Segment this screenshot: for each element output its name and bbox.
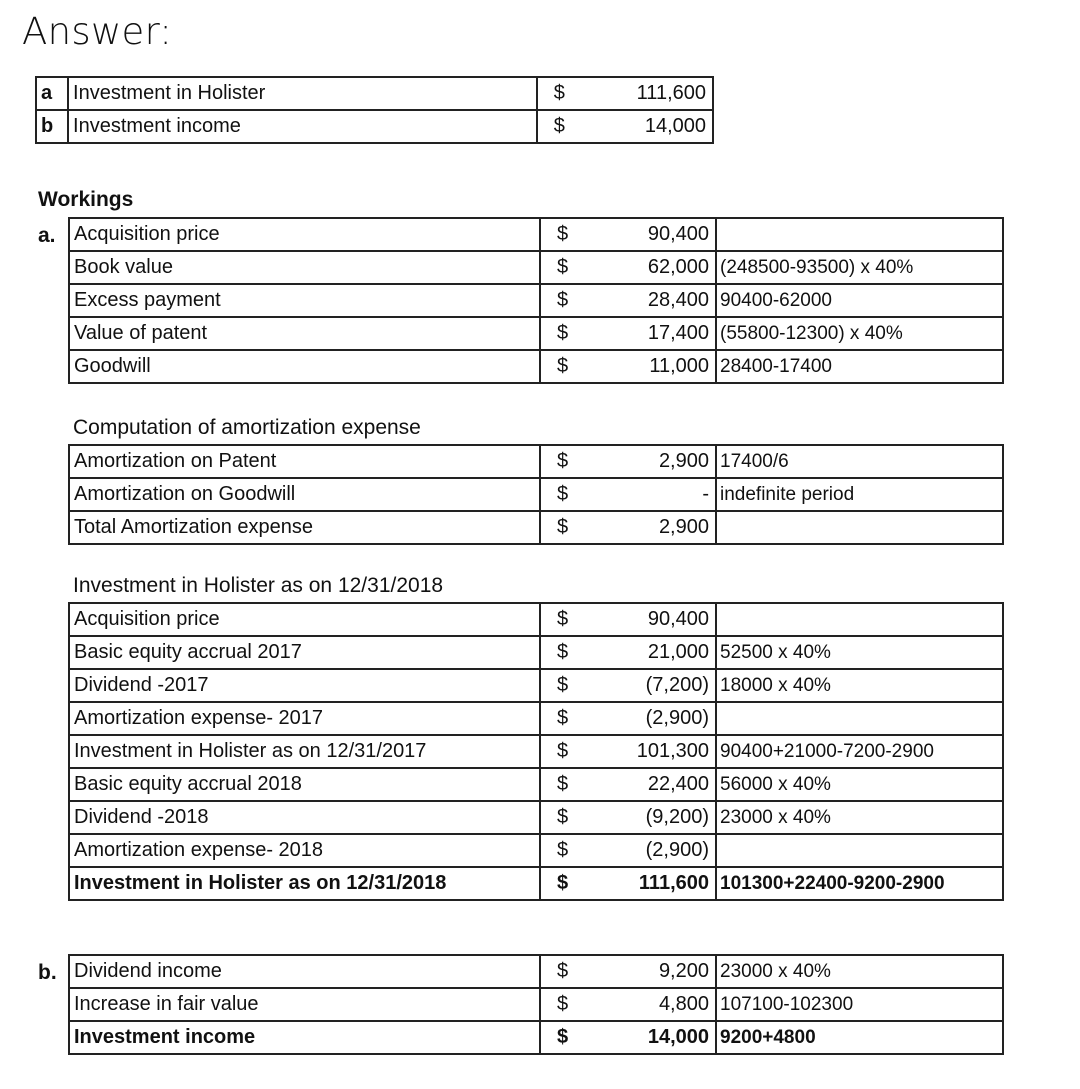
- row-label: Total Amortization expense: [69, 511, 540, 544]
- currency-symbol: $: [557, 450, 569, 472]
- currency-symbol: $: [557, 960, 569, 982]
- table-row: [69, 251, 1003, 284]
- calculation-note: 23000 x 40%: [716, 801, 1003, 834]
- currency-symbol: $: [557, 256, 569, 278]
- calculation-note: (248500-93500) x 40%: [716, 251, 1003, 284]
- calculation-note: 18000 x 40%: [716, 669, 1003, 702]
- amount-cell: [540, 801, 716, 834]
- amount-cell: [537, 77, 713, 110]
- amount-value: (2,900): [645, 707, 709, 729]
- row-label: Acquisition price: [69, 603, 540, 636]
- calculation-note: (55800-12300) x 40%: [716, 317, 1003, 350]
- table-row: [69, 1021, 1003, 1054]
- row-label: Increase in fair value: [69, 988, 540, 1021]
- currency-symbol: $: [557, 516, 569, 538]
- part-b-letter: b.: [38, 961, 57, 984]
- table-row: [69, 350, 1003, 383]
- amount-cell: [540, 284, 716, 317]
- calculation-note: indefinite period: [716, 478, 1003, 511]
- currency-symbol: $: [557, 355, 569, 377]
- amount-value: (7,200): [645, 674, 709, 696]
- calculation-note: 23000 x 40%: [716, 955, 1003, 988]
- currency-symbol: $: [557, 289, 569, 311]
- currency-symbol: $: [557, 707, 569, 729]
- amount-cell: [540, 955, 716, 988]
- table-row: [69, 834, 1003, 867]
- table-row: [69, 955, 1003, 988]
- amount-value: 17,400: [647, 322, 709, 344]
- row-label: Investment in Holister: [68, 77, 537, 110]
- summary-row: [36, 110, 713, 143]
- calculation-note: 56000 x 40%: [716, 768, 1003, 801]
- table-row: [69, 988, 1003, 1021]
- row-label: Investment income: [69, 1021, 540, 1054]
- amount-value: 28,400: [647, 289, 709, 311]
- currency-symbol: $: [557, 872, 569, 894]
- table-row: [69, 445, 1003, 478]
- amount-value: 90,400: [647, 223, 709, 245]
- amount-cell: [540, 478, 716, 511]
- table-row: [69, 636, 1003, 669]
- part-b-table: [68, 954, 1004, 1055]
- amount-cell: [540, 669, 716, 702]
- amount-value: (2,900): [645, 839, 709, 861]
- currency-symbol: $: [557, 223, 569, 245]
- row-label: Dividend -2018: [69, 801, 540, 834]
- row-label: Basic equity accrual 2018: [69, 768, 540, 801]
- amount-cell: [540, 735, 716, 768]
- calculation-note: 17400/6: [716, 445, 1003, 478]
- investment-table: [68, 602, 1004, 901]
- currency-symbol: $: [557, 322, 569, 344]
- row-label: Amortization expense- 2018: [69, 834, 540, 867]
- amount-value: 14,000: [644, 115, 706, 137]
- amount-value: (9,200): [645, 806, 709, 828]
- amount-cell: [540, 636, 716, 669]
- summary-table: [35, 76, 714, 144]
- currency-symbol: $: [557, 839, 569, 861]
- currency-symbol: $: [553, 82, 565, 104]
- amount-value: 22,400: [647, 773, 709, 795]
- currency-symbol: $: [557, 740, 569, 762]
- amount-cell: [540, 988, 716, 1021]
- currency-symbol: $: [557, 993, 569, 1015]
- calculation-note: 101300+22400-9200-2900: [716, 867, 1003, 900]
- amount-value: 2,900: [658, 450, 709, 472]
- calculation-note: 107100-102300: [716, 988, 1003, 1021]
- calculation-note: 9200+4800: [716, 1021, 1003, 1054]
- amount-value: 101,300: [636, 740, 709, 762]
- amount-cell: [540, 511, 716, 544]
- amount-cell: [540, 251, 716, 284]
- row-label: Investment in Holister as on 12/31/2018: [69, 867, 540, 900]
- amount-cell: [540, 1021, 716, 1054]
- row-label: Amortization on Patent: [69, 445, 540, 478]
- amount-value: 111,600: [638, 872, 709, 894]
- amortization-table: [68, 444, 1004, 545]
- amortization-heading: Computation of amortization expense: [73, 416, 421, 439]
- calculation-note: 28400-17400: [716, 350, 1003, 383]
- currency-symbol: $: [557, 608, 569, 630]
- amount-value: 4,800: [658, 993, 709, 1015]
- calculation-note: [716, 702, 1003, 735]
- calculation-note: 90400-62000: [716, 284, 1003, 317]
- amount-value: 62,000: [647, 256, 709, 278]
- row-label: Acquisition price: [69, 218, 540, 251]
- row-label: Amortization on Goodwill: [69, 478, 540, 511]
- row-label: Goodwill: [69, 350, 540, 383]
- calculation-note: [716, 834, 1003, 867]
- amount-cell: [540, 350, 716, 383]
- calculation-note: [716, 218, 1003, 251]
- amount-cell: [540, 218, 716, 251]
- currency-symbol: $: [557, 641, 569, 663]
- amount-value: 21,000: [647, 641, 709, 663]
- answer-title: Answer:: [22, 10, 173, 53]
- row-label: Amortization expense- 2017: [69, 702, 540, 735]
- amount-cell: [540, 702, 716, 735]
- row-letter: b: [36, 110, 68, 143]
- table-row: [69, 317, 1003, 350]
- table-row: [69, 218, 1003, 251]
- row-label: Dividend -2017: [69, 669, 540, 702]
- amount-cell: [540, 603, 716, 636]
- table-row: [69, 603, 1003, 636]
- calculation-note: 52500 x 40%: [716, 636, 1003, 669]
- row-label: Value of patent: [69, 317, 540, 350]
- currency-symbol: $: [553, 115, 565, 137]
- table-row: [69, 702, 1003, 735]
- amount-cell: [540, 445, 716, 478]
- row-label: Investment income: [68, 110, 537, 143]
- currency-symbol: $: [557, 1026, 569, 1048]
- amount-value: 90,400: [647, 608, 709, 630]
- row-label: Excess payment: [69, 284, 540, 317]
- row-letter: a: [36, 77, 68, 110]
- calculation-note: [716, 511, 1003, 544]
- row-label: Dividend income: [69, 955, 540, 988]
- table-row: [69, 284, 1003, 317]
- amount-cell: [540, 317, 716, 350]
- table-row: [69, 867, 1003, 900]
- table-row: [69, 768, 1003, 801]
- row-label: Book value: [69, 251, 540, 284]
- summary-row: [36, 77, 713, 110]
- workings-title: Workings: [38, 188, 134, 211]
- table-row: [69, 735, 1003, 768]
- amount-value: 11,000: [649, 355, 709, 377]
- currency-symbol: $: [557, 483, 569, 505]
- amount-value: 9,200: [658, 960, 709, 982]
- amount-cell: [540, 768, 716, 801]
- currency-symbol: $: [557, 773, 569, 795]
- amount-value: 14,000: [647, 1026, 709, 1048]
- amount-value: 111,600: [636, 82, 706, 104]
- row-label: Basic equity accrual 2017: [69, 636, 540, 669]
- investment-heading: Investment in Holister as on 12/31/2018: [73, 574, 444, 597]
- amount-cell: [540, 867, 716, 900]
- table-row: [69, 511, 1003, 544]
- currency-symbol: $: [557, 806, 569, 828]
- table-row: [69, 801, 1003, 834]
- part-a-table: [68, 217, 1004, 384]
- currency-symbol: $: [557, 674, 569, 696]
- calculation-note: 90400+21000-7200-2900: [716, 735, 1003, 768]
- amount-cell: [540, 834, 716, 867]
- calculation-note: [716, 603, 1003, 636]
- part-a-letter: a.: [38, 224, 56, 247]
- amount-value: -: [702, 483, 709, 505]
- amount-cell: [537, 110, 713, 143]
- row-label: Investment in Holister as on 12/31/2017: [69, 735, 540, 768]
- table-row: [69, 478, 1003, 511]
- table-row: [69, 669, 1003, 702]
- amount-value: 2,900: [658, 516, 709, 538]
